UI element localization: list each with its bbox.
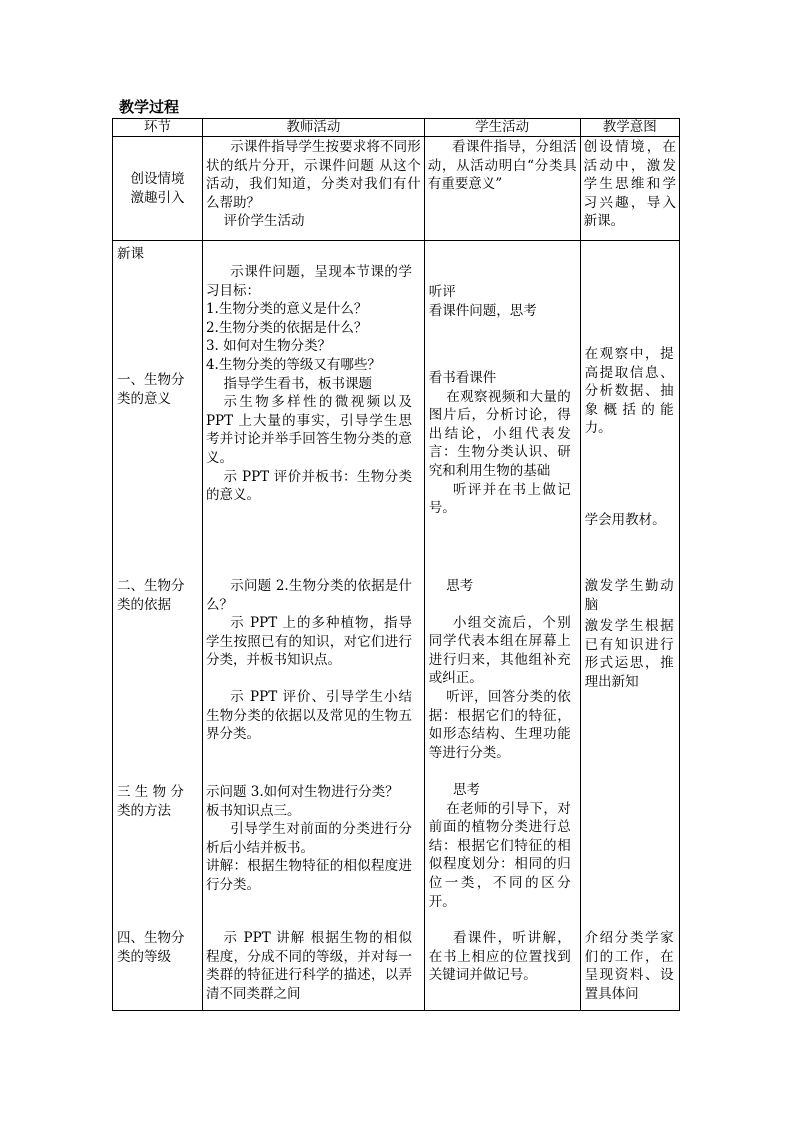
table-row — [113, 137, 680, 241]
teacher-text: 3. 如何对生物分类？ — [205, 338, 332, 355]
student-text: 听评，回答分类的依据：根据它们的特征，如形态结构、生理功能等进行分类。 — [428, 688, 571, 761]
teacher-text: 示课件指导学生按要求将不同形状的纸片分开，示课件问题 从这个活动，我们知道，分类对我们有什么帮助？ — [205, 139, 421, 211]
teacher-block-2 — [206, 577, 412, 744]
stage-section-2: 二、生物分类的依据 — [117, 578, 185, 613]
table-row — [113, 241, 680, 1011]
student-text: 在观察视频和大量的图片后，分析讨论，得出结论，小组代表发言：生物分类认识、研究和利用生物的基础 — [428, 388, 571, 479]
teacher-text: 板书知识点三。 — [205, 802, 301, 819]
teacher-text: 引导学生对前面的分类进行分析后小结并板书。 — [205, 821, 412, 856]
student-block-3 — [429, 577, 571, 762]
student-block-1 — [429, 283, 571, 320]
header-student: 学生活动 — [424, 119, 580, 137]
student-text: 看书看课件 — [428, 370, 497, 386]
intent-text: 在观察中，提高提取信息、分析数据、抽象概括的能力。 — [584, 346, 674, 437]
stage-new: 新课 — [117, 246, 144, 262]
student-text: 在老师的引导下，对前面的植物分类进行总结：根据它们特征的相似程度划分：相同的归位一类，不同的区分开。 — [428, 800, 571, 910]
student-block-5 — [429, 929, 571, 985]
teacher-text: 评价学生活动 — [223, 213, 305, 230]
stage-section-4: 四、生物分类的等级 — [117, 930, 185, 965]
intent-text: 激发学生根据已有知识进行形式运思，推理出新知 — [584, 618, 674, 690]
teacher-cell — [202, 241, 424, 1011]
teacher-cell — [202, 137, 424, 241]
intent-cell — [580, 241, 679, 1011]
student-text: 思考 — [453, 782, 481, 798]
stage-line: 激趣引入 — [130, 189, 185, 206]
teacher-text: 4.生物分类的等级又有哪些？ — [205, 356, 381, 373]
header-stage: 环节 — [113, 119, 203, 137]
stage-section-1: 一、生物分类的意义 — [117, 372, 185, 407]
teaching-process-table — [112, 118, 680, 1011]
student-block-4 — [429, 781, 571, 911]
header-teacher: 教师活动 — [202, 119, 424, 137]
student-text: 小组交流后，个别同学代表本组在屏幕上进行归来，其他组补充或纠正。 — [428, 614, 571, 687]
teacher-text: 指导学生看书，板书课题 — [223, 375, 372, 392]
intent-text: 介绍分类学家们的工作，在呈现资料、设置具体问 — [584, 930, 674, 1002]
teacher-text: 讲解：根据生物特征的相似程度进行分类。 — [205, 858, 412, 893]
stage-section-3: 三 生 物 分类的方法 — [117, 784, 184, 819]
teacher-text: 示课件问题，呈现本节课的学习目标： — [205, 264, 412, 299]
stage-cell — [113, 137, 203, 241]
stage-line: 创设情境 — [130, 170, 185, 187]
student-cell — [424, 137, 580, 241]
table-header-row — [113, 119, 680, 137]
student-text: 看课件问题，思考 — [428, 302, 537, 319]
intent-cell — [580, 137, 679, 241]
teacher-block-4 — [206, 929, 412, 1003]
student-text: 听评 — [428, 284, 456, 300]
teacher-text: 示 PPT 讲解 根据生物的相似程度，分成不同的等级，并对每一类群的特征进行科学的描述，以弄清不同类群之间 — [205, 930, 412, 1002]
teacher-text: 示 PPT 评价并板书：生物分类的意义。 — [205, 468, 412, 504]
stage-cell — [113, 241, 203, 1011]
section-heading: 教学过程 — [119, 98, 180, 116]
intent-text: 激发学生勤动脑 — [584, 578, 674, 613]
intent-text: 学会用教材。 — [584, 512, 666, 528]
intent-text: 创设情境，在活动中，激发学生思维和学习兴趣，导入新课。 — [583, 139, 676, 230]
teacher-block-3 — [206, 783, 412, 895]
teacher-text: 示问题 3.如何对生物进行分类？ — [205, 784, 399, 800]
student-cell — [424, 241, 580, 1011]
teacher-block-1 — [206, 263, 412, 505]
student-block-2 — [429, 369, 571, 518]
teacher-text: 1.生物分类的意义是什么？ — [205, 301, 368, 318]
header-intent: 教学意图 — [580, 119, 679, 137]
teacher-text: 示问题 2.生物分类的依据是什么？ — [205, 578, 412, 613]
student-text: 看课件，听讲解，在书上相应的位置找到关键词并做记号。 — [428, 930, 571, 984]
teacher-text: 2.生物分类的依据是什么？ — [205, 319, 368, 336]
teacher-text: 示生物多样性的微视频以及 PPT 上大量的事实，引导学生思考并讨论并举手回答生物分类的意义。 — [205, 394, 412, 466]
teacher-text: 示 PPT 上的多种植物，指导学生按照已有的知识，对它们进行分类，并板书知识点。 — [205, 615, 412, 669]
teacher-text: 示 PPT 评价、引导学生小结生物分类的依据以及常见的生物五界分类。 — [205, 688, 412, 743]
student-text: 听评并在书上做记号。 — [428, 481, 571, 517]
student-text: 看课件指导，分组活动，从活动明白“分类具有重要意义” — [427, 139, 577, 193]
student-text: 思考 — [446, 578, 474, 594]
